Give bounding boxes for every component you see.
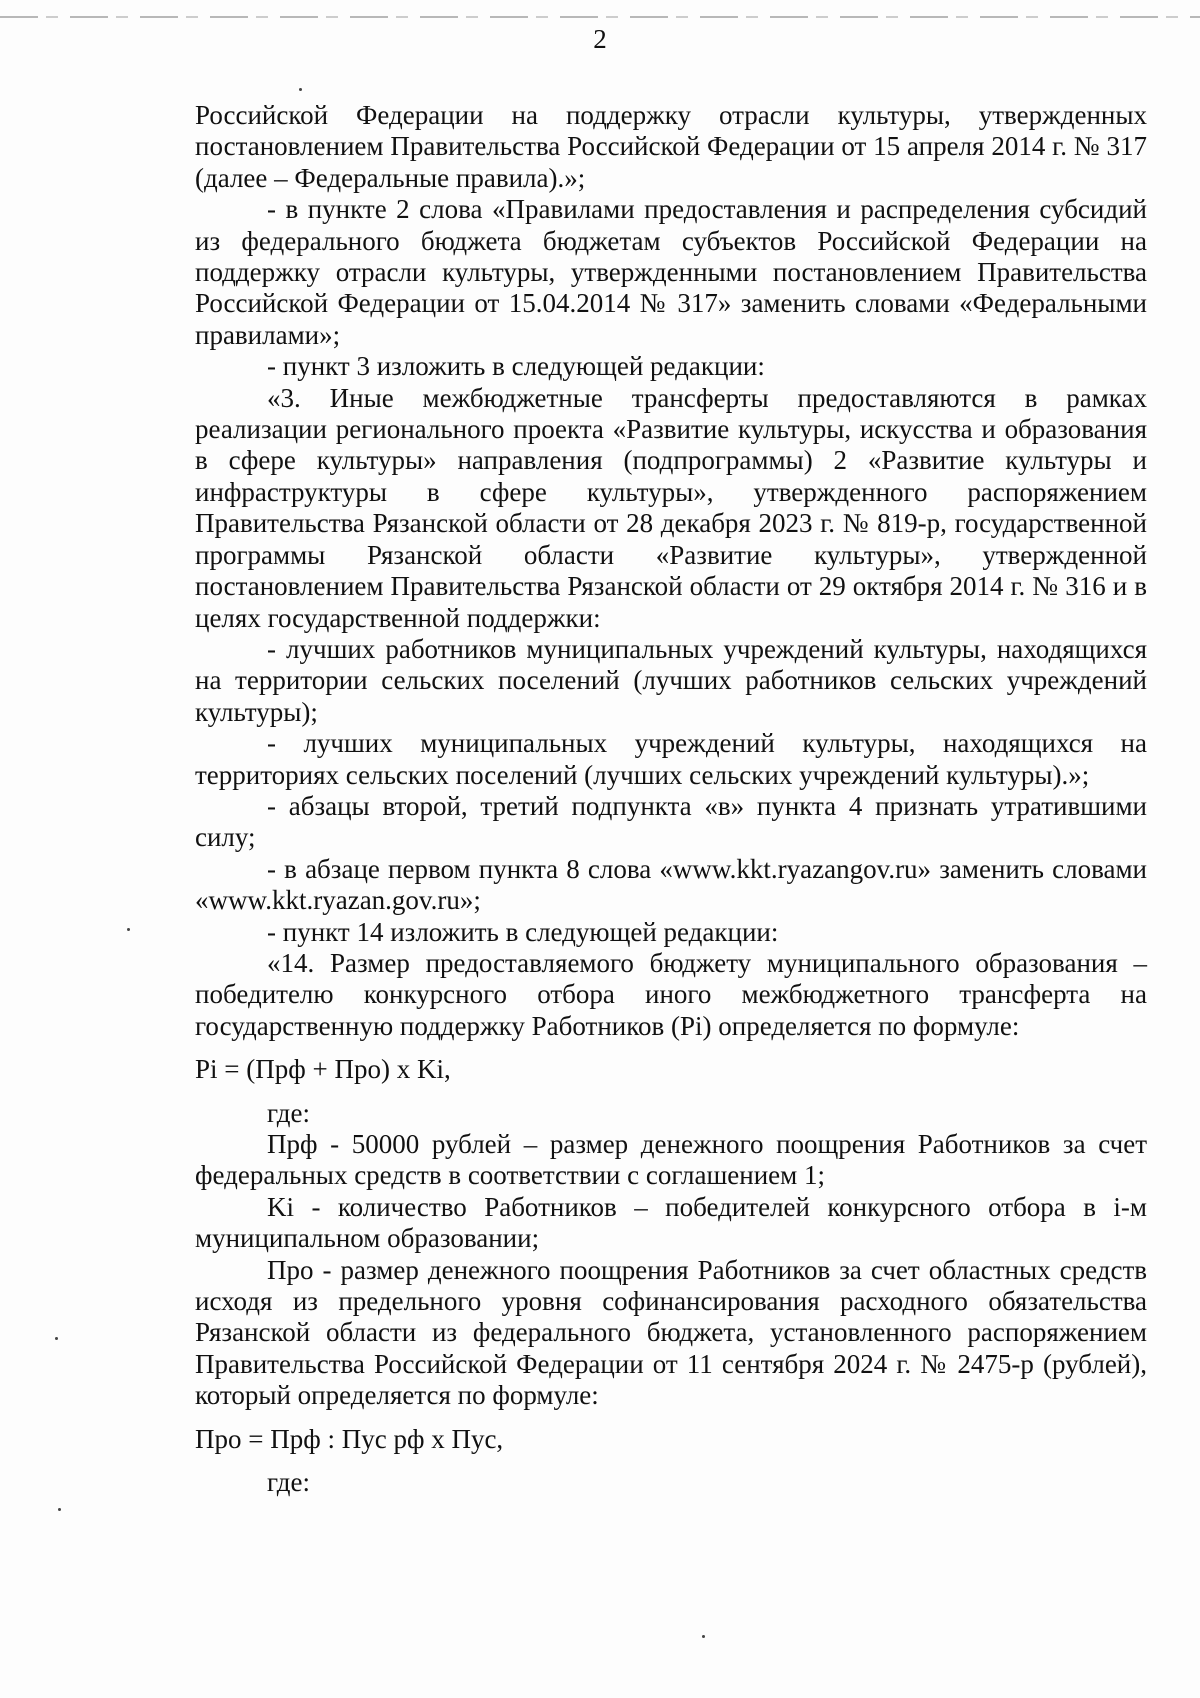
definition-pro: Про - размер денежного поощрения Работников за счет областных средств исходя из предельного уровня софинансирования расходного обязательства Рязанской области из федерального бюджета, установленного распоряжением Правительства Российской Федерации от 11 сентября 2024 г. № 2475-р (рублей), который определяется по формуле:: [195, 1254, 1147, 1411]
paragraph-point-2: - в пункте 2 слова «Правилами предоставления и распределения субсидий из федерального бюджета бюджетам субъектов Российской Федерации на поддержку отрасли культуры, утвержденными постановлением Правительства Российской Федерации от 15.04.2014 № 317» заменить словами «Федеральными правилами»;: [195, 194, 1147, 350]
scan-speck: [58, 1508, 61, 1511]
scan-speck: [299, 88, 302, 91]
page-number: 2: [593, 24, 607, 54]
scan-speck: [127, 928, 130, 931]
paragraph-point-4: - абзацы второй, третий подпункта «в» пункта 4 признать утратившими силу;: [195, 790, 1147, 853]
paragraph-point-8: - в абзаце первом пункта 8 слова «www.kkt.ryazangov.ru» заменить словами «www.kkt.ryazan.gov.ru»;: [195, 853, 1147, 916]
where-label-2: где:: [267, 1467, 310, 1498]
scan-speck: [702, 1635, 705, 1638]
definition-ki: Ki - количество Работников – победителей конкурсного отбора в i-м муниципальном образовании;: [195, 1191, 1147, 1254]
definition-prf: Прф - 50000 рублей – размер денежного поощрения Работников за счет федеральных средств в соответствии с соглашением 1;: [195, 1129, 1147, 1191]
document-body: [195, 100, 1147, 1498]
paragraph-point-3-intro: - пункт 3 изложить в следующей редакции:: [267, 351, 765, 382]
formula-pro: Про = Прф : Пус рф x Пус,: [195, 1423, 504, 1454]
paragraph-best-institutions: - лучших муниципальных учреждений культуры, находящихся на территориях сельских поселений (лучших сельских учреждений культуры).»;: [195, 728, 1147, 790]
scan-speck: [55, 1337, 58, 1340]
paragraph-continuation: Российской Федерации на поддержку отрасли культуры, утвержденных постановлением Правительства Российской Федерации от 15 апреля 2014 г. № 317 (далее – Федеральные правила).»;: [195, 100, 1147, 193]
scan-edge-artifact: [0, 16, 1200, 18]
paragraph-best-workers: - лучших работников муниципальных учреждений культуры, находящихся на территории сельских поселений (лучших работников сельских учреждений культуры);: [195, 633, 1147, 727]
paragraph-point-14-intro: - пункт 14 изложить в следующей редакции:: [267, 916, 779, 947]
formula-pi: Pi = (Прф + Про) x Ki,: [195, 1054, 451, 1085]
paragraph-point-14-text: «14. Размер предоставляемого бюджету муниципального образования – победителю конкурсного отбора иного межбюджетного трансферта на государственную поддержку Работников (Pi) определяется по формуле:: [195, 947, 1147, 1041]
where-label-1: где:: [267, 1097, 310, 1128]
paragraph-point-3-text: «3. Иные межбюджетные трансферты предоставляются в рамках реализации регионального проекта «Развитие культуры, искусства и образования в сфере культуры» направления (подпрограммы) 2 «Развитие культуры и инфраструктуры в сфере культуры», утвержденного распоряжением Правительства Рязанской области от 28 декабря 2023 г. № 819-р, государственной программы Рязанской области «Развитие культуры», утвержденной постановлением Правительства Рязанской области от 29 октября 2014 г. № 316 и в целях государственной поддержки:: [195, 382, 1147, 633]
